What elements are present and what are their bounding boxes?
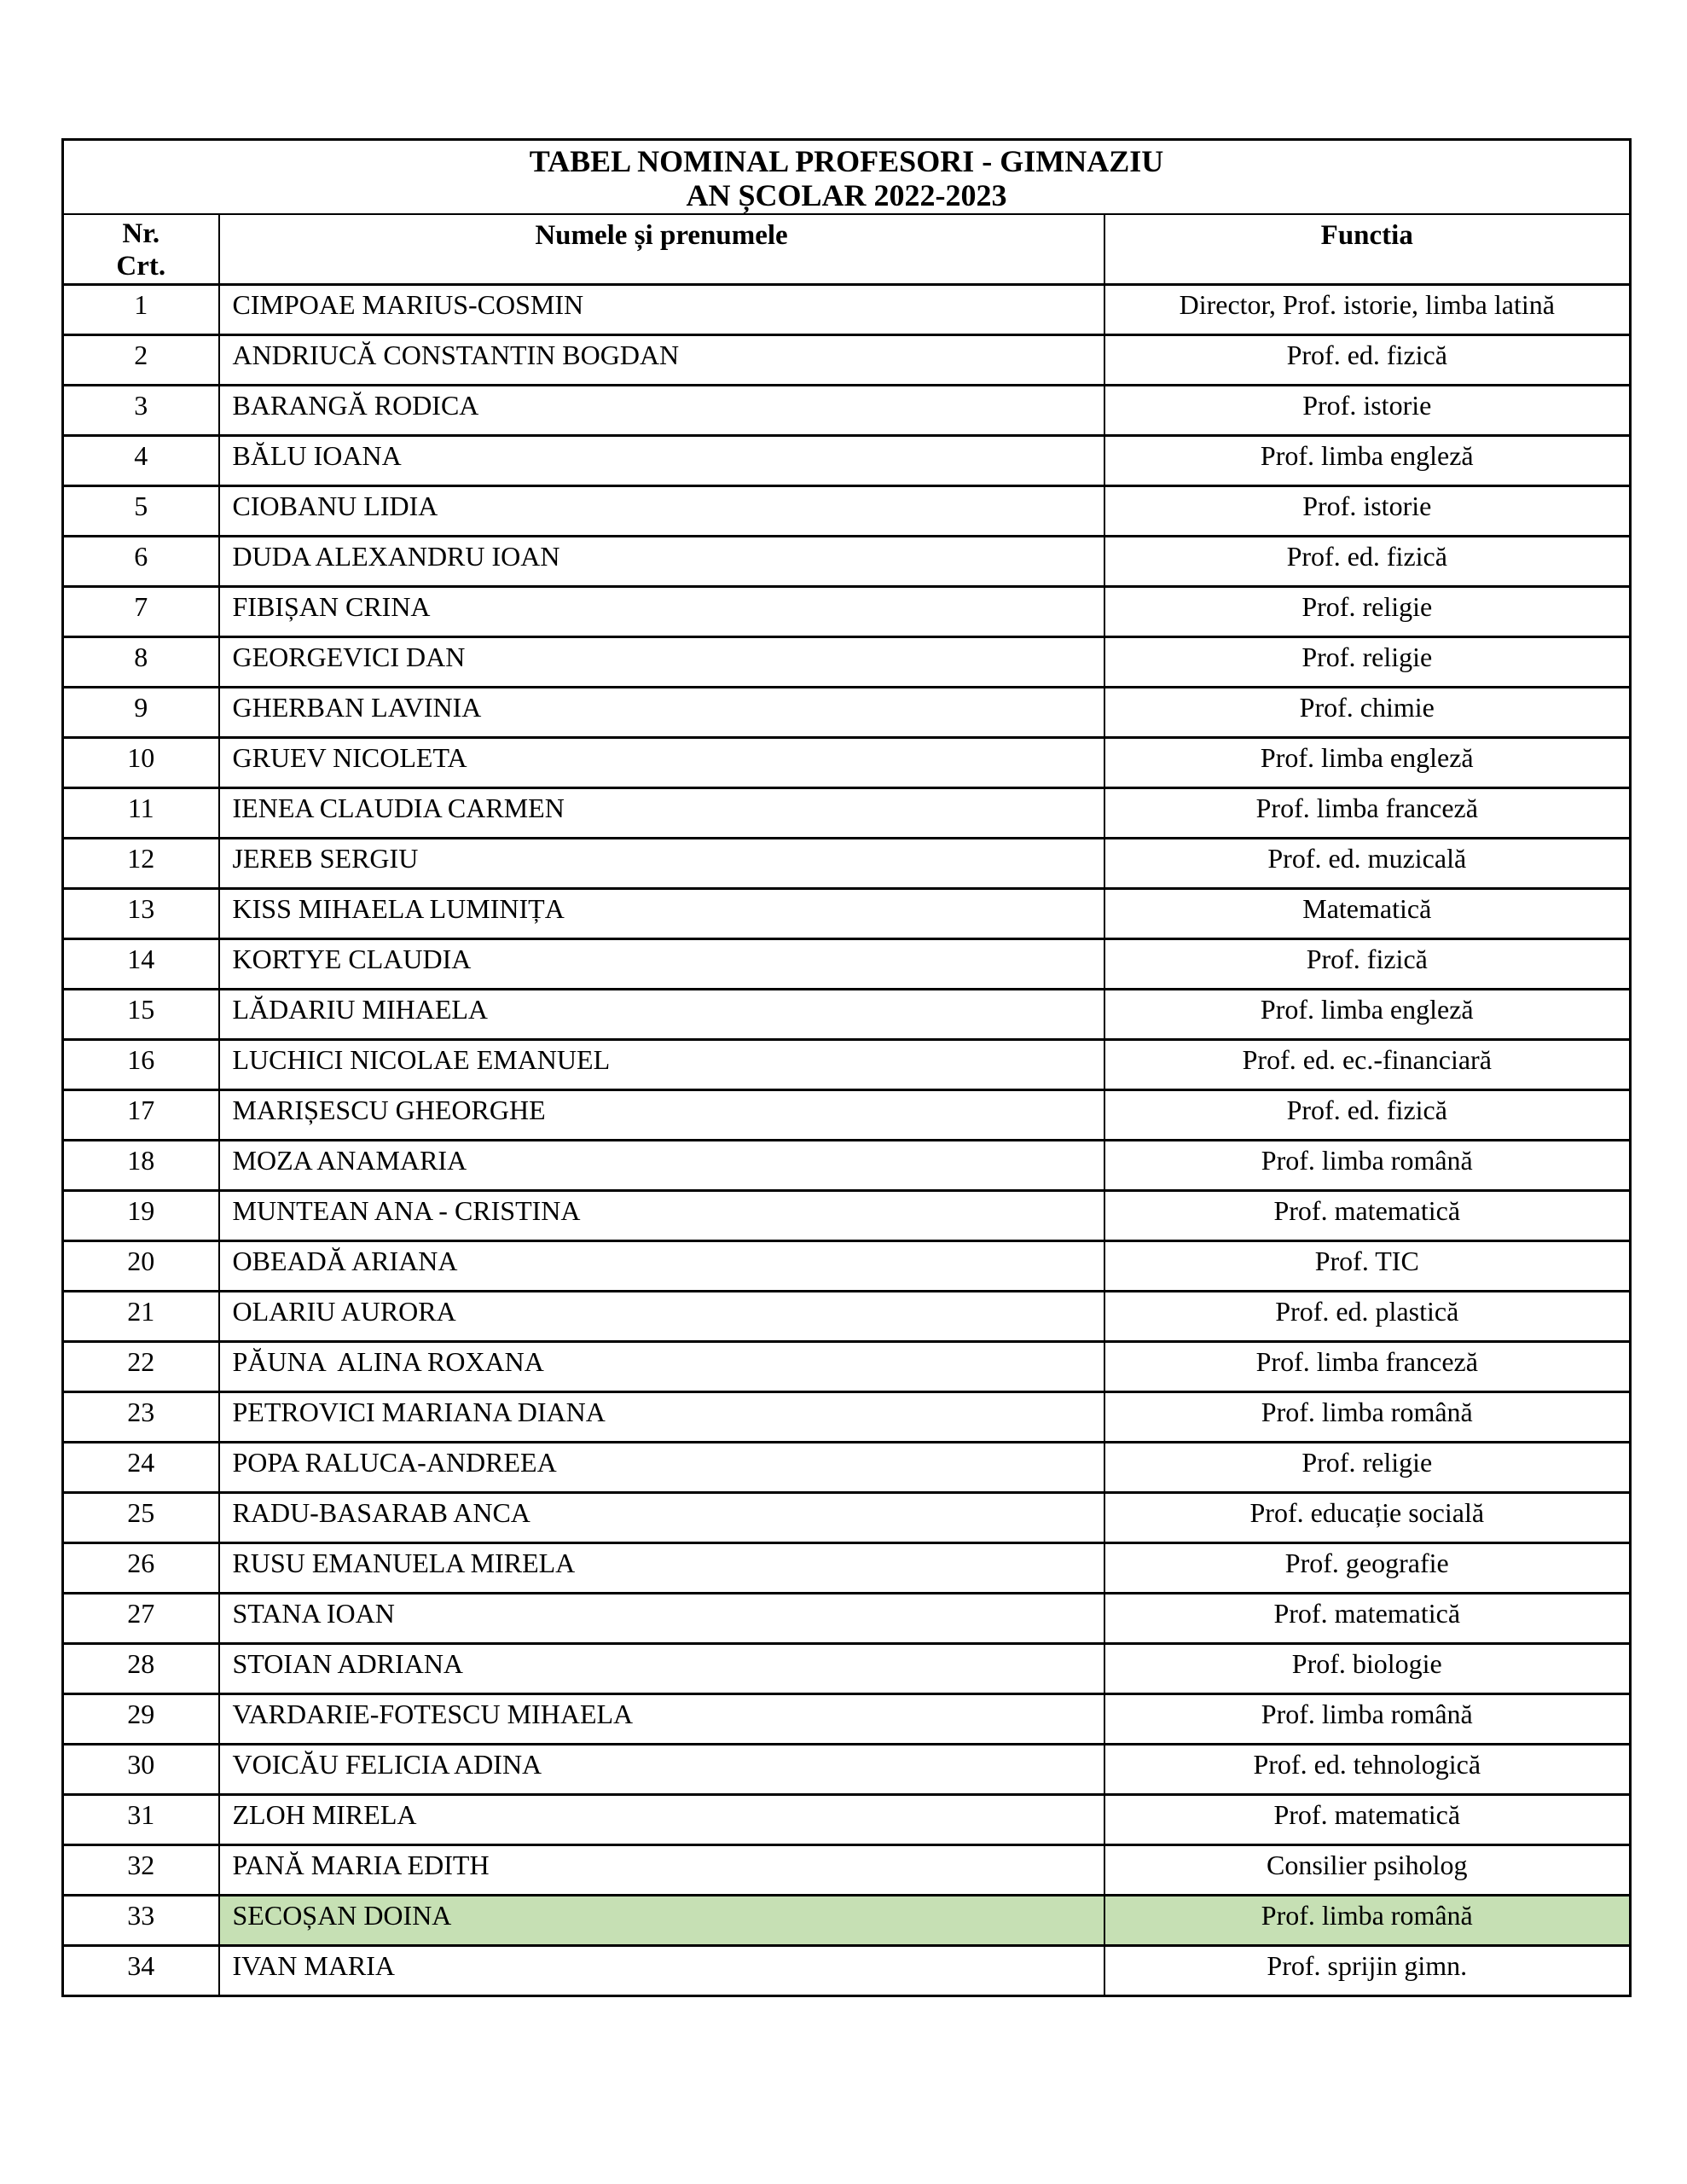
row-number-cell: 19 <box>63 1190 219 1240</box>
table-row <box>63 1593 1631 1643</box>
table-row <box>63 1039 1631 1089</box>
teacher-function-cell: Prof. TIC <box>1104 1240 1631 1291</box>
teacher-name-cell: CIOBANU LIDIA <box>219 485 1104 536</box>
table-row <box>63 1693 1631 1744</box>
table-row <box>63 586 1631 636</box>
teacher-function-cell: Prof. ed. fizică <box>1104 1089 1631 1140</box>
row-number-cell: 31 <box>63 1794 219 1844</box>
teacher-name-cell: GRUEV NICOLETA <box>219 737 1104 787</box>
teacher-function-cell: Prof. ed. fizică <box>1104 334 1631 385</box>
teacher-function-cell: Prof. ed. plastică <box>1104 1291 1631 1341</box>
row-number-cell: 27 <box>63 1593 219 1643</box>
teacher-function-cell: Prof. ed. fizică <box>1104 536 1631 586</box>
row-number-cell: 29 <box>63 1693 219 1744</box>
row-number-cell: 7 <box>63 586 219 636</box>
teacher-function-cell: Prof. limba franceză <box>1104 1341 1631 1391</box>
table-row <box>63 1643 1631 1693</box>
row-number-cell: 33 <box>63 1895 219 1945</box>
teacher-function-cell: Prof. geografie <box>1104 1542 1631 1593</box>
row-number-cell: 6 <box>63 536 219 586</box>
teacher-name-cell: JEREB SERGIU <box>219 838 1104 888</box>
table-row <box>63 1240 1631 1291</box>
row-number-cell: 10 <box>63 737 219 787</box>
row-number-cell: 28 <box>63 1643 219 1693</box>
teacher-name-cell: IVAN MARIA <box>219 1945 1104 1995</box>
teacher-name-cell: PĂUNA ALINA ROXANA <box>219 1341 1104 1391</box>
document-title-line2: AN ȘCOLAR 2022-2023 <box>686 178 1007 213</box>
table-row <box>63 1492 1631 1542</box>
teacher-function-cell: Prof. limba română <box>1104 1895 1631 1945</box>
table-row <box>63 737 1631 787</box>
teacher-function-cell: Consilier psiholog <box>1104 1844 1631 1895</box>
teacher-name-cell: CIMPOAE MARIUS-COSMIN <box>219 284 1104 334</box>
teacher-function-cell: Prof. limba română <box>1104 1391 1631 1442</box>
teachers-table <box>61 138 1632 1997</box>
column-header-nr-crt <box>63 214 219 284</box>
teacher-function-cell: Prof. ed. muzicală <box>1104 838 1631 888</box>
teacher-function-cell: Prof. religie <box>1104 1442 1631 1492</box>
row-number-cell: 2 <box>63 334 219 385</box>
teacher-function-cell: Prof. educație socială <box>1104 1492 1631 1542</box>
row-number-cell: 22 <box>63 1341 219 1391</box>
teacher-function-cell: Director, Prof. istorie, limba latină <box>1104 284 1631 334</box>
teacher-name-cell: MARIȘESCU GHEORGHE <box>219 1089 1104 1140</box>
row-number-cell: 15 <box>63 989 219 1039</box>
teacher-function-cell: Prof. istorie <box>1104 385 1631 435</box>
teacher-name-cell: GEORGEVICI DAN <box>219 636 1104 687</box>
column-header-function: Functia <box>1104 214 1631 284</box>
table-title-row <box>63 140 1631 214</box>
teacher-name-cell: BĂLU IOANA <box>219 435 1104 485</box>
teacher-name-cell: VOICĂU FELICIA ADINA <box>219 1744 1104 1794</box>
table-row <box>63 385 1631 435</box>
document-page <box>61 138 1632 1997</box>
row-number-cell: 32 <box>63 1844 219 1895</box>
teacher-name-cell: MOZA ANAMARIA <box>219 1140 1104 1190</box>
teacher-function-cell: Prof. sprijin gimn. <box>1104 1945 1631 1995</box>
table-row <box>63 838 1631 888</box>
table-row <box>63 636 1631 687</box>
row-number-cell: 11 <box>63 787 219 838</box>
teacher-name-cell: RUSU EMANUELA MIRELA <box>219 1542 1104 1593</box>
row-number-cell: 8 <box>63 636 219 687</box>
table-row <box>63 1190 1631 1240</box>
row-number-cell: 13 <box>63 888 219 938</box>
table-row <box>63 1442 1631 1492</box>
teacher-name-cell: BARANGĂ RODICA <box>219 385 1104 435</box>
teacher-name-cell: GHERBAN LAVINIA <box>219 687 1104 737</box>
column-header-nr-line1: Nr. <box>122 218 160 249</box>
row-number-cell: 5 <box>63 485 219 536</box>
teacher-function-cell: Matematică <box>1104 888 1631 938</box>
table-body <box>63 284 1631 1995</box>
teacher-function-cell: Prof. ed. ec.-financiară <box>1104 1039 1631 1089</box>
table-row <box>63 938 1631 989</box>
table-row <box>63 1341 1631 1391</box>
table-row <box>63 284 1631 334</box>
teacher-name-cell: ANDRIUCĂ CONSTANTIN BOGDAN <box>219 334 1104 385</box>
teacher-function-cell: Prof. chimie <box>1104 687 1631 737</box>
row-number-cell: 25 <box>63 1492 219 1542</box>
teacher-name-cell: PANĂ MARIA EDITH <box>219 1844 1104 1895</box>
teacher-name-cell: KISS MIHAELA LUMINIȚA <box>219 888 1104 938</box>
table-header-row <box>63 214 1631 284</box>
row-number-cell: 1 <box>63 284 219 334</box>
teacher-function-cell: Prof. istorie <box>1104 485 1631 536</box>
table-row <box>63 435 1631 485</box>
teacher-function-cell: Prof. limba engleză <box>1104 435 1631 485</box>
table-row <box>63 1542 1631 1593</box>
teacher-name-cell: MUNTEAN ANA - CRISTINA <box>219 1190 1104 1240</box>
row-number-cell: 9 <box>63 687 219 737</box>
table-row <box>63 1744 1631 1794</box>
teacher-name-cell: STANA IOAN <box>219 1593 1104 1643</box>
row-number-cell: 26 <box>63 1542 219 1593</box>
row-number-cell: 23 <box>63 1391 219 1442</box>
table-row <box>63 687 1631 737</box>
teacher-name-cell: KORTYE CLAUDIA <box>219 938 1104 989</box>
teacher-name-cell: SECOȘAN DOINA <box>219 1895 1104 1945</box>
teacher-function-cell: Prof. matematică <box>1104 1593 1631 1643</box>
teacher-function-cell: Prof. religie <box>1104 586 1631 636</box>
row-number-cell: 34 <box>63 1945 219 1995</box>
row-number-cell: 30 <box>63 1744 219 1794</box>
table-row <box>63 1945 1631 1995</box>
row-number-cell: 4 <box>63 435 219 485</box>
table-row <box>63 1291 1631 1341</box>
teacher-name-cell: OLARIU AURORA <box>219 1291 1104 1341</box>
column-header-nr-line2: Crt. <box>116 250 166 282</box>
teacher-name-cell: RADU-BASARAB ANCA <box>219 1492 1104 1542</box>
row-number-cell: 16 <box>63 1039 219 1089</box>
table-row <box>63 1844 1631 1895</box>
teacher-function-cell: Prof. fizică <box>1104 938 1631 989</box>
teacher-function-cell: Prof. limba engleză <box>1104 989 1631 1039</box>
teacher-function-cell: Prof. religie <box>1104 636 1631 687</box>
teacher-name-cell: DUDA ALEXANDRU IOAN <box>219 536 1104 586</box>
row-number-cell: 17 <box>63 1089 219 1140</box>
table-row <box>63 536 1631 586</box>
row-number-cell: 21 <box>63 1291 219 1341</box>
teacher-name-cell: VARDARIE-FOTESCU MIHAELA <box>219 1693 1104 1744</box>
teacher-function-cell: Prof. matematică <box>1104 1190 1631 1240</box>
teacher-name-cell: PETROVICI MARIANA DIANA <box>219 1391 1104 1442</box>
teacher-function-cell: Prof. limba franceză <box>1104 787 1631 838</box>
table-row <box>63 1391 1631 1442</box>
table-row <box>63 1895 1631 1945</box>
teacher-function-cell: Prof. ed. tehnologică <box>1104 1744 1631 1794</box>
teacher-name-cell: STOIAN ADRIANA <box>219 1643 1104 1693</box>
table-row <box>63 888 1631 938</box>
teacher-function-cell: Prof. biologie <box>1104 1643 1631 1693</box>
table-row <box>63 334 1631 385</box>
teacher-name-cell: ZLOH MIRELA <box>219 1794 1104 1844</box>
row-number-cell: 18 <box>63 1140 219 1190</box>
table-row <box>63 1794 1631 1844</box>
row-number-cell: 24 <box>63 1442 219 1492</box>
teacher-name-cell: LĂDARIU MIHAELA <box>219 989 1104 1039</box>
table-head <box>63 140 1631 285</box>
teacher-name-cell: POPA RALUCA-ANDREEA <box>219 1442 1104 1492</box>
row-number-cell: 12 <box>63 838 219 888</box>
column-header-name: Numele și prenumele <box>219 214 1104 284</box>
teacher-function-cell: Prof. matematică <box>1104 1794 1631 1844</box>
table-row <box>63 989 1631 1039</box>
table-row <box>63 485 1631 536</box>
teacher-function-cell: Prof. limba română <box>1104 1140 1631 1190</box>
row-number-cell: 3 <box>63 385 219 435</box>
document-title-line1: TABEL NOMINAL PROFESORI - GIMNAZIU <box>529 144 1164 178</box>
row-number-cell: 20 <box>63 1240 219 1291</box>
table-title-cell <box>63 140 1631 214</box>
table-row <box>63 787 1631 838</box>
table-row <box>63 1089 1631 1140</box>
teacher-name-cell: LUCHICI NICOLAE EMANUEL <box>219 1039 1104 1089</box>
row-number-cell: 14 <box>63 938 219 989</box>
table-row <box>63 1140 1631 1190</box>
teacher-name-cell: OBEADĂ ARIANA <box>219 1240 1104 1291</box>
teacher-name-cell: IENEA CLAUDIA CARMEN <box>219 787 1104 838</box>
teacher-function-cell: Prof. limba română <box>1104 1693 1631 1744</box>
teacher-name-cell: FIBIȘAN CRINA <box>219 586 1104 636</box>
teacher-function-cell: Prof. limba engleză <box>1104 737 1631 787</box>
